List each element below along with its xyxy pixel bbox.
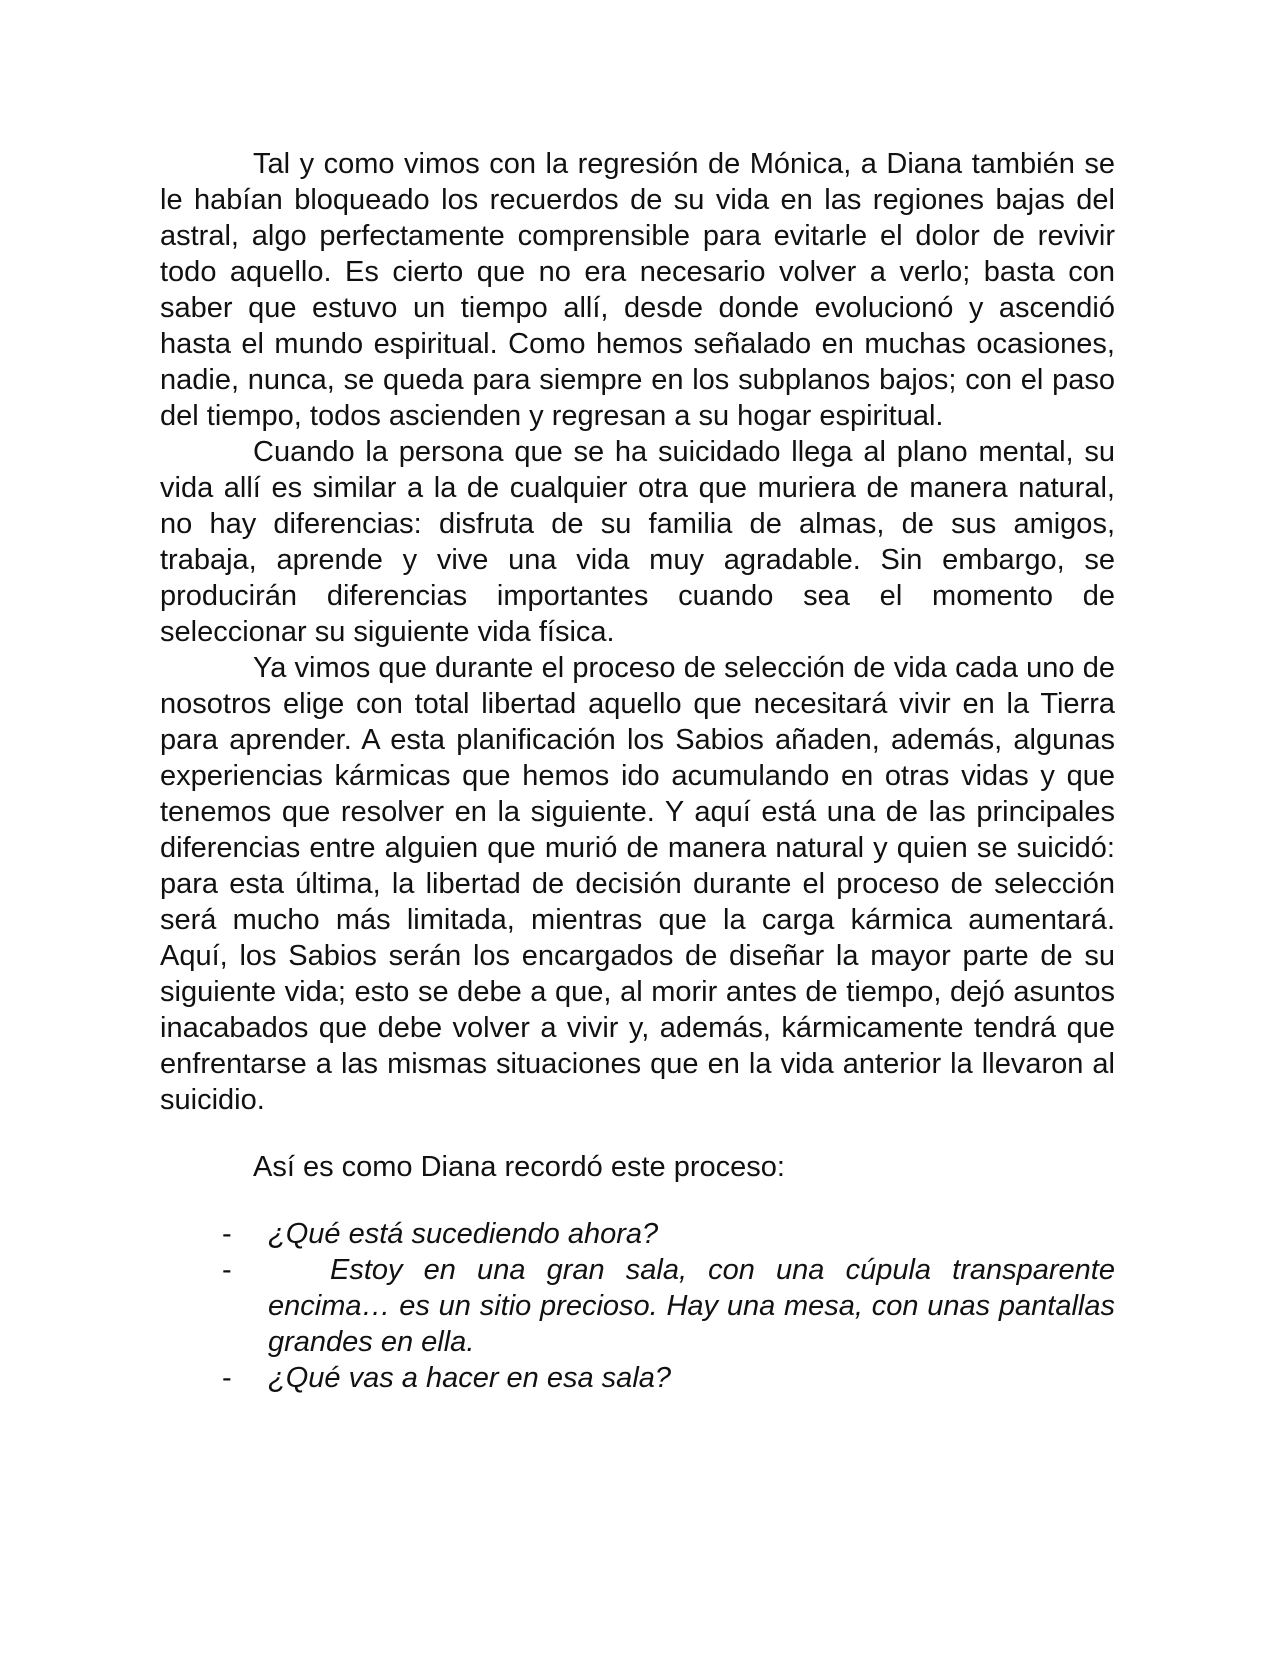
dialogue-dash: - <box>222 1218 232 1250</box>
dialogue-list <box>160 1216 1115 1396</box>
dialogue-text: Estoy en una gran sala, con una cúpula transparente encima… es un sitio precioso. Hay una mesa, con unas pantallas grandes en ella. <box>268 1254 1115 1358</box>
dialogue-line-question-1 <box>160 1216 1115 1252</box>
dialogue-text: ¿Qué está sucediendo ahora? <box>268 1218 659 1250</box>
dialogue-line-answer-1 <box>160 1252 1115 1360</box>
dialogue-dash: - <box>222 1362 232 1394</box>
paragraph-2: Cuando la persona que se ha suicidado llega al plano mental, su vida allí es similar a la de cualquier otra que muriera de manera natural, no hay diferencias: disfruta de su familia de almas, de sus amigos, trabaja, aprende y vive una vida muy agradable. Sin embargo, se producirán diferencias importantes cuando sea el momento de seleccionar su siguiente vida física. <box>160 436 1115 648</box>
paragraph-3: Ya vimos que durante el proceso de selección de vida cada uno de nosotros elige con total libertad aquello que necesitará vivir en la Tierra para aprender. A esta planificación los Sabios añaden, además, algunas experiencias kármicas que hemos ido acumulando en otras vidas y que tenemos que resolver en la siguiente. Y aquí está una de las principales diferencias entre alguien que murió de manera natural y quien se suicidó: para esta última, la libertad de decisión durante el proceso de selección será mucho más limitada, mientras que la carga kármica aumentará. Aquí, los Sabios serán los encargados de diseñar la mayor parte de su siguiente vida; esto se debe a que, al morir antes de tiempo, dejó asuntos inacabados que debe volver a vivir y, además, kármicamente tendrá que enfrentarse a las mismas situaciones que en la vida anterior la llevaron al suicidio. <box>160 652 1115 1116</box>
document-page <box>160 146 1115 1396</box>
dialogue-dash: - <box>222 1254 232 1286</box>
paragraph-1: Tal y como vimos con la regresión de Mónica, a Diana también se le habían bloqueado los recuerdos de su vida en las regiones bajas del astral, algo perfectamente comprensible para evitarle el dolor de revivir todo aquello. Es cierto que no era necesario volver a verlo; basta con saber que estuvo un tiempo allí, desde donde evolucionó y ascendió hasta el mundo espiritual. Como hemos señalado en muchas ocasiones, nadie, nunca, se queda para siempre en los subplanos bajos; con el paso del tiempo, todos ascienden y regresan a su hogar espiritual. <box>160 148 1115 432</box>
dialogue-text: ¿Qué vas a hacer en esa sala? <box>268 1362 672 1394</box>
dialogue-line-question-2 <box>160 1360 1115 1396</box>
dialogue-lead-in: Así es como Diana recordó este proceso: <box>253 1151 785 1183</box>
